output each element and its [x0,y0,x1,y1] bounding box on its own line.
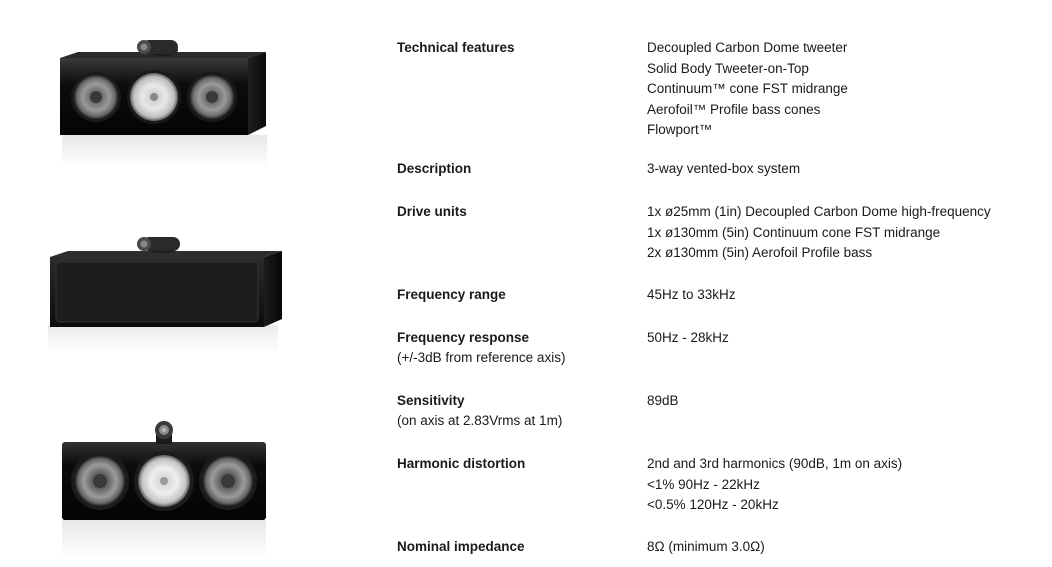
spec-label [397,285,637,305]
spec-value-line: Aerofoil™ Profile bass cones [647,101,821,117]
spec-label [397,328,637,368]
spec-title: Frequency range [397,287,506,302]
spec-subtitle: (on axis at 2.83Vrms at 1m) [397,413,563,428]
spec-label [397,454,637,474]
spec-label [397,537,637,557]
spec-value [647,454,1042,516]
spec-value [647,38,1042,141]
spec-value [647,328,1042,349]
spec-value [647,159,1042,180]
spec-value-line: Flowport™ [647,122,713,137]
spec-subtitle: (+/-3dB from reference axis) [397,350,566,365]
speaker-front-image [58,420,270,560]
spec-title: Harmonic distortion [397,456,526,471]
spec-title: Nominal impedance [397,539,525,554]
spec-title: Description [397,161,472,176]
spec-title: Technical features [397,40,515,55]
spec-value [647,391,1042,412]
spec-value-line: 1x ø130mm (5in) Continuum cone FST midrange [647,224,941,240]
spec-label [397,38,637,58]
spec-value-line: 8Ω (minimum 3.0Ω) [647,539,765,554]
spec-value-line: 2nd and 3rd harmonics (90dB, 1m on axis) [647,456,903,471]
spec-value [647,285,1042,306]
spec-value-line: 45Hz to 33kHz [647,287,736,302]
spec-value-line: 2x ø130mm (5in) Aerofoil Profile bass [647,245,873,260]
spec-title: Frequency response [397,330,530,345]
spec-title: Drive units [397,204,467,219]
spec-value [647,537,1042,558]
spec-value-line: 3-way vented-box system [647,161,801,176]
spec-label [397,202,637,222]
spec-value-line: 89dB [647,393,679,408]
spec-value [647,202,1042,264]
spec-value-line: Continuum™ cone FST midrange [647,81,848,96]
speaker-grille-image [38,235,288,355]
spec-title: Sensitivity [397,393,465,408]
spec-value-line: Decoupled Carbon Dome tweeter [647,40,848,55]
spec-value-line: 50Hz - 28kHz [647,330,729,345]
product-images [0,0,330,567]
spec-value-line: Solid Body Tweeter-on-Top [647,60,809,76]
spec-label [397,159,637,179]
spec-value-line: <1% 90Hz - 22kHz [647,476,760,492]
speaker-angled-image [52,40,274,170]
spec-label [397,391,637,431]
spec-value-line: 1x ø25mm (1in) Decoupled Carbon Dome high-frequency [647,204,991,219]
spec-value-line: <0.5% 120Hz - 20kHz [647,497,779,512]
